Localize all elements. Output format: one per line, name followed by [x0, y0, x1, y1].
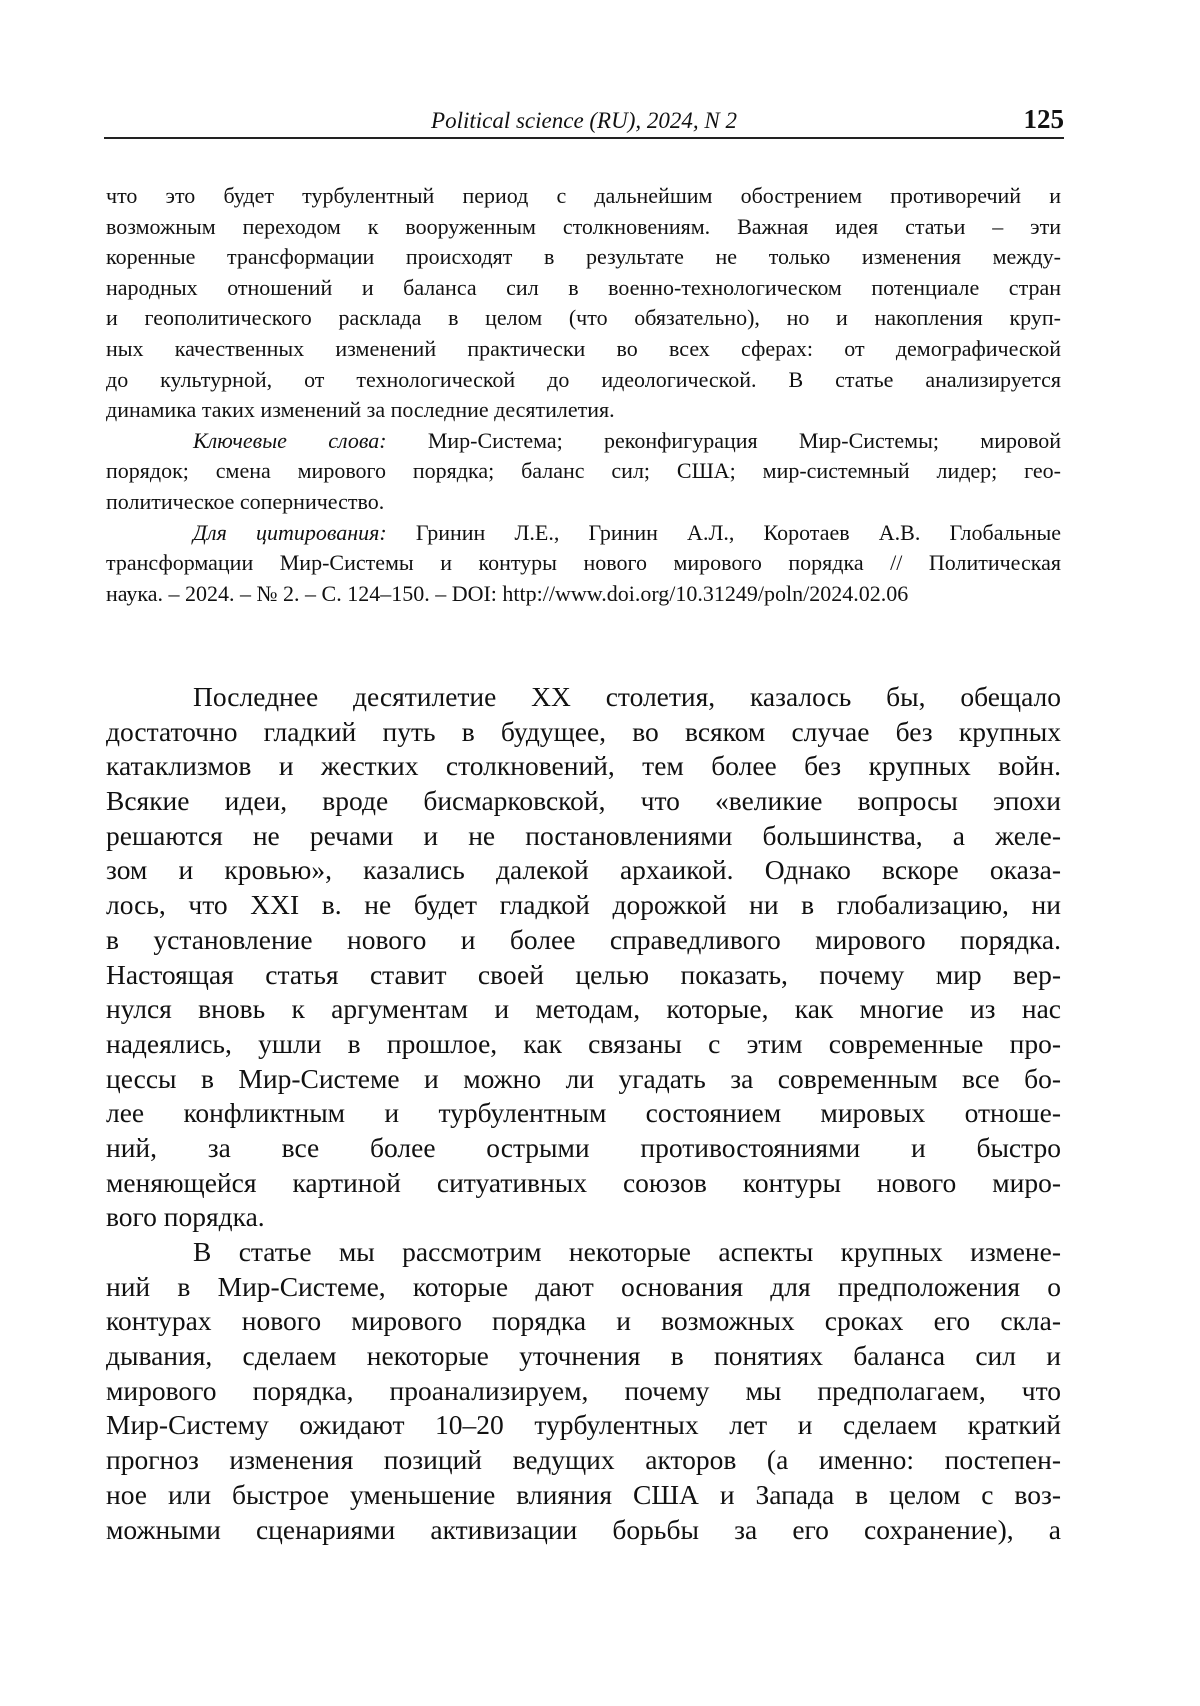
paragraph-line: решаются не речами и не постановлениями большинства, а желе- [106, 819, 1061, 854]
citation-text: трансформации Мир-Системы и контуры нового мирового порядка // Политическая [106, 550, 1061, 575]
paragraph-line: контурах нового мирового порядка и возможных сроках его скла- [106, 1304, 1061, 1339]
keywords-label: Ключевые слова: [193, 428, 387, 453]
paragraph-line: ний, за все более острыми противостояниями и быстро [106, 1131, 1061, 1166]
paragraph-line: катаклизмов и жестких столкновений, тем более без крупных войн. [106, 749, 1061, 784]
citation-line [106, 518, 1061, 549]
paragraph-line: ний в Мир-Системе, которые дают основания для предположения о [106, 1270, 1061, 1305]
keywords-line [106, 487, 1061, 518]
abstract-line: до культурной, от технологической до идеологической. В статье анализируется [106, 365, 1061, 396]
paragraph-line: В статье мы рассмотрим некоторые аспекты крупных измене- [106, 1235, 1061, 1270]
citation-text: Гринин Л.Е., Гринин А.Л., Коротаев А.В. Глобальные [416, 520, 1061, 545]
abstract-line: что это будет турбулентный период с дальнейшим обострением противоречий и [106, 181, 1061, 212]
paragraph-line: Мир-Систему ожидают 10–20 турбулентных лет и сделаем краткий [106, 1408, 1061, 1443]
abstract-block [106, 181, 1061, 609]
paragraph-line: Всякие идеи, вроде бисмарковской, что «великие вопросы эпохи [106, 784, 1061, 819]
abstract-line: динамика таких изменений за последние десятилетия. [106, 395, 1061, 426]
journal-title: Political science (RU), 2024, N 2 [104, 108, 1064, 134]
citation-text: наука. – 2024. – № 2. – С. 124–150. – DOI: http://www.doi.org/10.31249/poln/2024.02.06 [106, 581, 908, 606]
header-rule [104, 137, 1064, 139]
paragraph-line: надеялись, ушли в прошлое, как связаны с этим современные про- [106, 1027, 1061, 1062]
paragraph-line: лее конфликтным и турбулентным состоянием мировых отноше- [106, 1096, 1061, 1131]
paragraph-line: зом и кровью», казались далекой архаикой. Однако вскоре оказа- [106, 853, 1061, 888]
abstract-line: ных качественных изменений практически во всех сферах: от демографической [106, 334, 1061, 365]
paragraph-line: лось, что XXI в. не будет гладкой дорожкой ни в глобализацию, ни [106, 888, 1061, 923]
keywords-line [106, 456, 1061, 487]
paragraph-line: нулся вновь к аргументам и методам, которые, как многие из нас [106, 992, 1061, 1027]
paragraph-line: достаточно гладкий путь в будущее, во всяком случае без крупных [106, 715, 1061, 750]
paragraph-line: Последнее десятилетие XX столетия, казалось бы, обещало [106, 680, 1061, 715]
paragraph-line: можными сценариями активизации борьбы за его сохранение), а [106, 1513, 1061, 1548]
page-number: 125 [1024, 104, 1065, 135]
abstract-line: и геополитического расклада в целом (что обязательно), но и накопления круп- [106, 303, 1061, 334]
abstract-line: народных отношений и баланса сил в военно-технологическом потенциале стран [106, 273, 1061, 304]
paragraph-line: дывания, сделаем некоторые уточнения в понятиях баланса сил и [106, 1339, 1061, 1374]
citation-line [106, 579, 1061, 610]
body-text [106, 680, 1061, 1547]
paragraph-line: ное или быстрое уменьшение влияния США и Запада в целом с воз- [106, 1478, 1061, 1513]
keywords-text: порядок; смена мирового порядка; баланс сил; США; мир-системный лидер; гео- [106, 458, 1061, 483]
paragraph-line: прогноз изменения позиций ведущих акторов (а именно: постепен- [106, 1443, 1061, 1478]
paragraph-line: в установление нового и более справедливого мирового порядка. [106, 923, 1061, 958]
keywords-line [106, 426, 1061, 457]
citation-line [106, 548, 1061, 579]
running-header [104, 104, 1064, 138]
paragraph-line: вого порядка. [106, 1200, 1061, 1235]
paragraph-line: мирового порядка, проанализируем, почему мы предполагаем, что [106, 1374, 1061, 1409]
keywords-text: Мир-Система; реконфигурация Мир-Системы; мировой [428, 428, 1061, 453]
citation-label: Для цитирования: [193, 520, 387, 545]
abstract-line: коренные трансформации происходят в результате не только изменения между- [106, 242, 1061, 273]
abstract-line: возможным переходом к вооруженным столкновениям. Важная идея статьи – эти [106, 212, 1061, 243]
paragraph-line: меняющейся картиной ситуативных союзов контуры нового миро- [106, 1166, 1061, 1201]
paragraph-line: цессы в Мир-Системе и можно ли угадать за современным все бо- [106, 1062, 1061, 1097]
keywords-text: политическое соперничество. [106, 489, 384, 514]
paragraph-line: Настоящая статья ставит своей целью показать, почему мир вер- [106, 958, 1061, 993]
